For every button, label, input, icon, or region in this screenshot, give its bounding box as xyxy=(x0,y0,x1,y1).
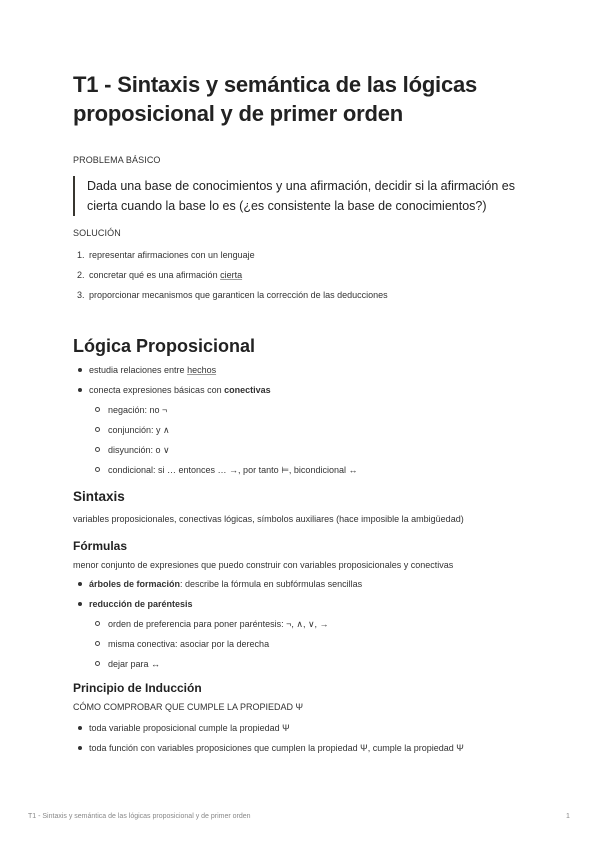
sintaxis-text: variables proposicionales, conectivas lógicas, símbolos auxiliares (hace imposible la ambigüedad) xyxy=(73,514,464,524)
page-number: 1 xyxy=(566,813,570,820)
list-item: negación: no ¬ xyxy=(91,400,357,420)
section-title-sintaxis: Sintaxis xyxy=(73,489,125,504)
formulas-list xyxy=(73,574,362,674)
page-title: T1 - Sintaxis y semántica de las lógicas proposicional y de primer orden xyxy=(73,72,478,126)
problema-label: PROBLEMA BÁSICO xyxy=(73,155,161,165)
footer-title: T1 - Sintaxis y semántica de las lógicas proposicional y de primer orden xyxy=(28,813,251,820)
solucion-label: SOLUCIÓN xyxy=(73,228,121,238)
list-item: 2. concretar qué es una afirmación cierta xyxy=(77,270,243,280)
induccion-label: CÓMO COMPROBAR QUE CUMPLE LA PROPIEDAD Ψ xyxy=(73,702,304,712)
list-item: 3. proporcionar mecanismos que garanticen la corrección de las deducciones xyxy=(77,290,388,300)
logica-list xyxy=(73,360,357,480)
list-item: conjunción: y ∧ xyxy=(91,420,357,440)
induccion-list xyxy=(73,718,464,758)
section-title-logica: Lógica Proposicional xyxy=(73,336,256,356)
list-item: toda variable proposicional cumple la propiedad Ψ xyxy=(73,718,464,738)
solucion-list xyxy=(73,245,388,305)
section-title-induccion: Principio de Inducción xyxy=(73,681,202,695)
problem-quote: Dada una base de conocimientos y una afirmación, decidir si la afirmación es cierta cuando la base lo es (¿es consistente la base de conocimientos?) xyxy=(73,176,537,216)
parentesis-sublist xyxy=(91,614,362,674)
cierta-link[interactable]: cierta xyxy=(220,270,243,280)
section-title-formulas: Fórmulas xyxy=(73,539,128,553)
list-item: orden de preferencia para poner paréntesis: ¬, ∧, ∨, → xyxy=(91,614,362,634)
list-item: reducción de paréntesis orden de preferencia para poner paréntesis: ¬, ∧, ∨, → misma conectiva: asociar por la derecha dejar para ↔ xyxy=(73,594,362,674)
list-item: toda función con variables proposiciones que cumplen la propiedad Ψ, cumple la propiedad Ψ xyxy=(73,738,464,758)
hechos-link[interactable]: hechos xyxy=(187,365,217,375)
list-item: misma conectiva: asociar por la derecha xyxy=(91,634,362,654)
formulas-text: menor conjunto de expresiones que puedo construir con variables proposicionales y conectivas xyxy=(73,560,454,570)
list-item: dejar para ↔ xyxy=(91,654,362,674)
list-item: estudia relaciones entre hechos xyxy=(73,360,357,380)
list-item: condicional: si … entonces … →, por tanto ⊨, bicondicional ↔ xyxy=(91,460,357,480)
list-item: disyunción: o ∨ xyxy=(91,440,357,460)
list-item: 1. representar afirmaciones con un lenguaje xyxy=(77,250,255,260)
conectivas-sublist xyxy=(91,400,357,480)
list-item: conecta expresiones básicas con conectivas negación: no ¬ conjunción: y ∧ disyunción: o ∨ condicional: si … entonces … →, por tanto ⊨, bicondicional ↔ xyxy=(73,380,357,480)
list-item: árboles de formación: describe la fórmula en subfórmulas sencillas xyxy=(73,574,362,594)
